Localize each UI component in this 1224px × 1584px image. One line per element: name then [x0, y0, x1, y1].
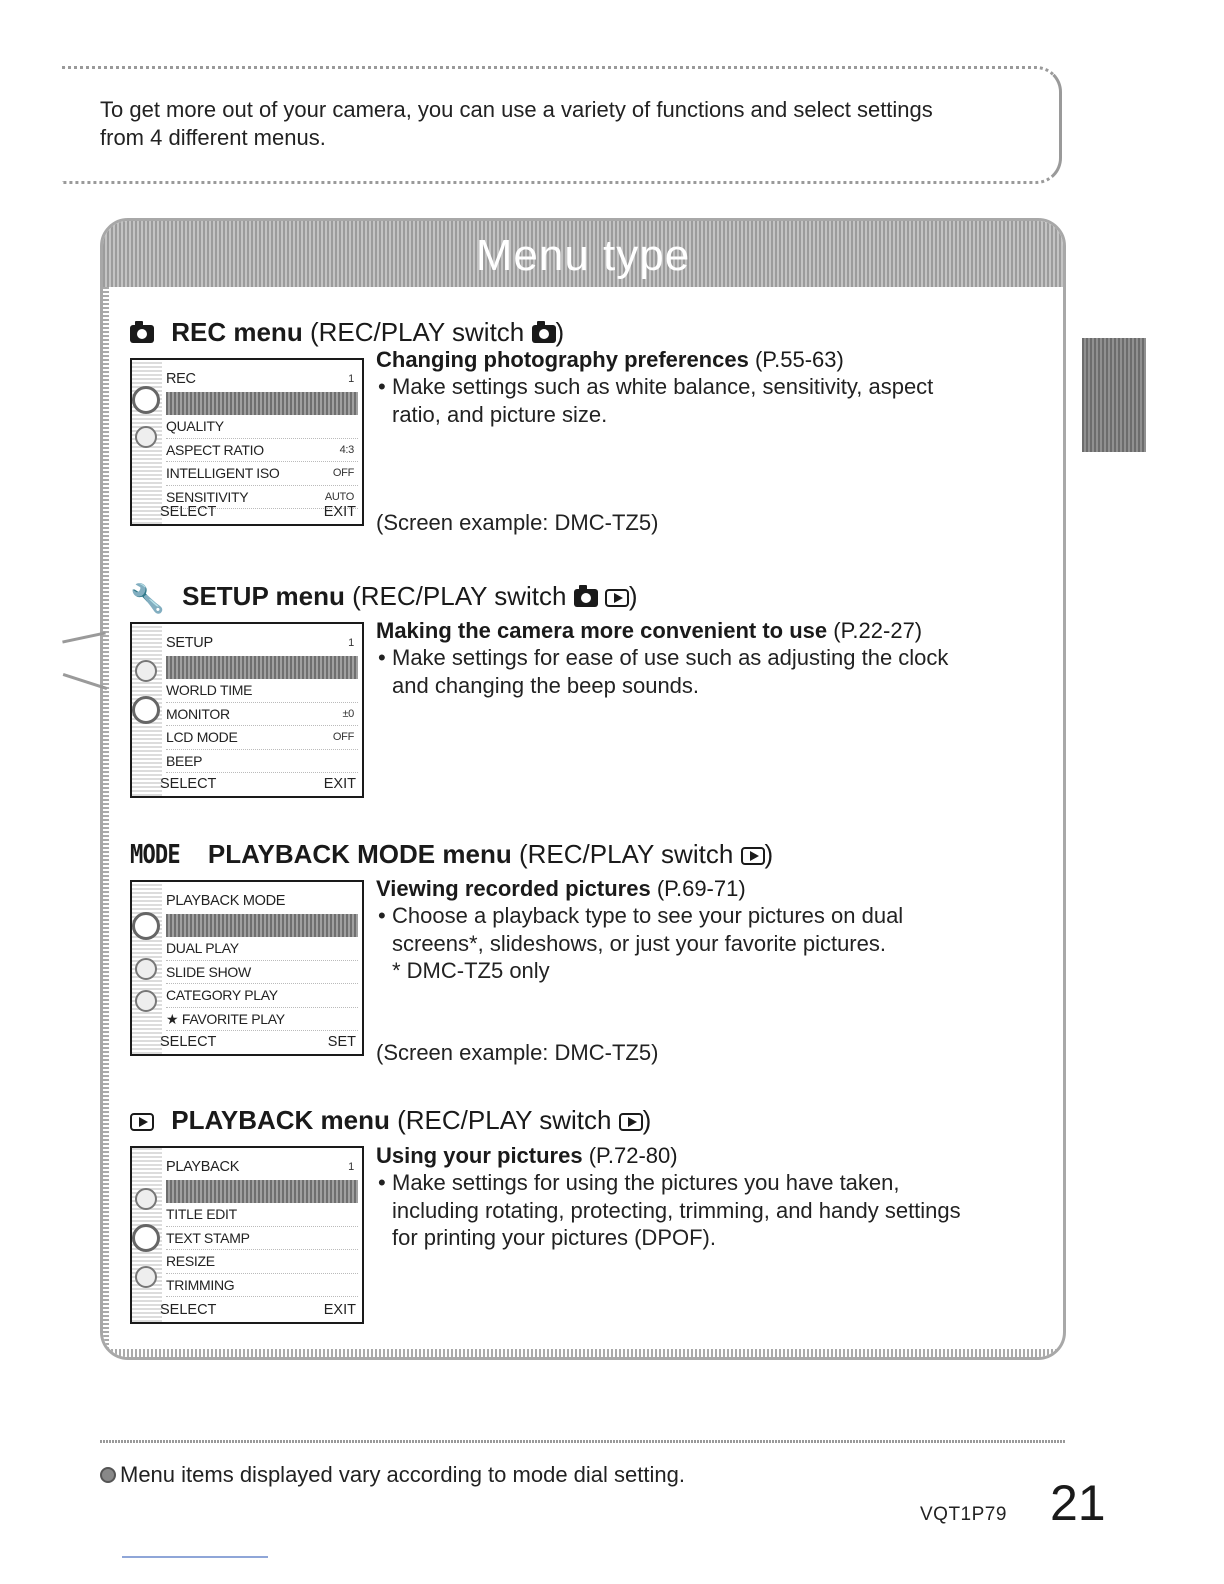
rec-desc-line-2: ratio, and picture size.	[392, 401, 608, 427]
screen-page: 1	[348, 1161, 354, 1173]
screen-row-value	[354, 937, 358, 960]
setup-desc-line-1: • Make settings for ease of use such as adjusting the clock	[376, 644, 1036, 672]
screen-row	[166, 750, 358, 774]
screen-footer	[160, 776, 356, 792]
rec-screen-example: (Screen example: DMC-TZ5)	[376, 510, 659, 535]
screen-row-value	[354, 392, 358, 416]
screen-row-value: 4:3	[339, 443, 354, 456]
screen-row-value	[354, 1274, 358, 1297]
screen-row-selected	[166, 914, 358, 938]
screen-title: REC	[166, 371, 196, 387]
page-number: 21	[1050, 1475, 1106, 1531]
screen-foot-right: EXIT	[323, 504, 356, 520]
screen-row-value	[354, 1227, 358, 1250]
rec-desc-ref: (P.55-63)	[754, 347, 844, 372]
screen-foot-left: SELECT	[160, 1302, 217, 1318]
screen-row-value	[354, 679, 358, 702]
screen-foot-left: SELECT	[160, 1034, 217, 1050]
panel-title: Menu type	[475, 231, 691, 280]
playback-mode-menu-heading	[130, 838, 773, 871]
setup-menu-heading	[130, 580, 638, 615]
playback-desc-ref: (P.72-80)	[588, 1143, 678, 1168]
mode-dial-icon	[132, 912, 160, 940]
screen-row-selected	[166, 1180, 358, 1204]
screen-page: 1	[348, 637, 354, 649]
screen-footer	[160, 1034, 356, 1050]
playback-desc-line-2: including rotating, protecting, trimming, and handy settings	[392, 1197, 961, 1223]
wrench-icon	[135, 1266, 157, 1288]
playback-mode-desc-body	[376, 902, 1036, 985]
screen-footer	[160, 504, 356, 520]
playback-menu-screen	[130, 1146, 364, 1324]
play-icon	[741, 847, 765, 865]
screen-row	[166, 1274, 358, 1298]
setup-menu-screen	[130, 622, 364, 798]
screen-row	[166, 1227, 358, 1251]
screen-row-value	[354, 1180, 358, 1204]
playback-desc-line-3: for printing your pictures (DPOF).	[392, 1225, 716, 1250]
screen-row-label: QUALITY	[166, 418, 224, 434]
mode-dial-icon	[135, 1188, 157, 1210]
screen-row	[166, 703, 358, 727]
screen-foot-right: EXIT	[323, 776, 356, 792]
screen-title: SETUP	[166, 635, 213, 651]
screen-row-label: TITLE EDIT	[166, 1206, 237, 1222]
playback-menu-heading	[130, 1104, 651, 1136]
screen-row-label	[166, 392, 259, 416]
playback-mode-screen-example: (Screen example: DMC-TZ5)	[376, 1040, 659, 1065]
screen-row-value	[354, 961, 358, 984]
screen-row-label: MONITOR	[166, 705, 230, 722]
screen-mode-dial	[132, 360, 162, 524]
screen-row-label	[166, 914, 261, 938]
setup-desc-title-text: Making the camera more convenient to use	[376, 618, 828, 643]
screen-row	[166, 961, 358, 985]
setup-menu-title: SETUP menu	[182, 581, 345, 611]
screen-row	[166, 984, 358, 1008]
setup-menu-close: )	[628, 581, 638, 611]
screen-row-value	[354, 984, 358, 1007]
playback-mode-menu-subtitle: (REC/PLAY switch	[518, 839, 734, 869]
screen-row-label	[166, 1180, 240, 1204]
intro-text	[100, 96, 1040, 152]
screen-row-value	[354, 1008, 358, 1031]
playback-menu-subtitle: (REC/PLAY switch	[397, 1105, 612, 1135]
screen-row-label: TEXT STAMP	[166, 1229, 250, 1246]
camera-icon	[574, 589, 598, 607]
screen-row-label: SLIDE SHOW	[166, 963, 251, 980]
screen-row-label: RESIZE	[166, 1253, 215, 1269]
screen-row-value	[354, 1250, 358, 1273]
panel-bottom-rule	[103, 1349, 1063, 1357]
screen-row	[166, 462, 358, 486]
footer-rule	[100, 1440, 1066, 1443]
playback-mode-desc-line-2: screens*, slideshows, or just your favorite pictures.	[392, 930, 886, 956]
footer-note	[100, 1462, 685, 1488]
screen-page: 1	[348, 373, 354, 385]
screen-row-label: INTELLIGENT ISO	[166, 465, 280, 481]
playback-mode-desc-note: * DMC-TZ5 only	[392, 958, 550, 983]
screen-row-value: OFF	[332, 731, 354, 743]
rec-desc-title	[376, 346, 844, 373]
screen-row-value	[354, 750, 358, 773]
play-icon	[619, 1113, 643, 1131]
screen-title-row	[166, 632, 358, 656]
panel-left-rule	[103, 287, 109, 1357]
screen-row-label: ★ FAVORITE PLAY	[166, 1010, 285, 1027]
rec-mode-icon	[135, 660, 157, 682]
screen-row-label	[166, 656, 243, 680]
screen-row	[166, 1203, 358, 1227]
screen-title: PLAYBACK MODE	[166, 893, 286, 909]
rec-desc-body	[376, 373, 1036, 428]
note-mark-icon	[100, 1467, 116, 1483]
setup-menu-subtitle: (REC/PLAY switch	[352, 581, 567, 611]
rec-menu-close: )	[555, 317, 565, 347]
screen-mode-dial	[132, 882, 162, 1054]
rec-menu-screen	[130, 358, 364, 526]
screen-foot-right: SET	[327, 1034, 356, 1050]
panel-header	[103, 221, 1063, 287]
screen-row	[166, 679, 358, 703]
screen-row-label: TRIMMING	[166, 1276, 235, 1293]
setup-desc-ref: (P.22-27)	[833, 618, 923, 643]
camera-icon	[130, 325, 154, 343]
playback-mode-screen-rows	[166, 890, 358, 1031]
screen-row	[166, 415, 358, 439]
screen-foot-right: EXIT	[323, 1302, 356, 1318]
screen-foot-left: SELECT	[160, 504, 217, 520]
screen-row-label: ASPECT RATIO	[166, 441, 264, 458]
screen-row	[166, 937, 358, 961]
screen-row	[166, 1250, 358, 1274]
screen-row-label: DUAL PLAY	[166, 940, 239, 956]
wrench-icon	[135, 990, 157, 1012]
screen-row-value	[354, 1203, 358, 1226]
playback-mode-desc-ref: (P.69-71)	[656, 876, 746, 901]
rec-desc-line-1: • Make settings such as white balance, sensitivity, aspect	[376, 373, 1036, 401]
playback-mode-desc-title	[376, 875, 746, 902]
screen-row-value: OFF	[332, 467, 354, 479]
screen-row-label: CATEGORY PLAY	[166, 987, 278, 1003]
camera-icon	[532, 325, 556, 343]
doc-code: VQT1P79	[920, 1504, 1007, 1525]
rec-menu-subtitle: (REC/PLAY switch	[309, 317, 525, 347]
screen-row-value: ±0	[342, 707, 354, 720]
setup-screen-rows	[166, 632, 358, 773]
screen-row-label: WORLD TIME	[166, 682, 253, 698]
screen-footer	[160, 1302, 356, 1318]
screen-mode-dial	[132, 1148, 162, 1322]
playback-desc-title-text: Using your pictures	[376, 1143, 583, 1168]
intro-line-2: from 4 different menus.	[100, 125, 326, 150]
playback-desc-title	[376, 1142, 678, 1169]
rec-mode-icon	[132, 386, 160, 414]
screen-row-value	[354, 656, 358, 680]
screen-title-row	[166, 1156, 358, 1180]
screen-row-value	[354, 415, 358, 438]
intro-line-1: To get more out of your camera, you can use a variety of functions and select settings	[100, 97, 933, 122]
footer-note-text: Menu items displayed vary according to mode dial setting.	[120, 1462, 685, 1487]
screen-mode-dial	[132, 624, 162, 796]
playback-desc-body	[376, 1169, 1036, 1252]
playback-menu-close: )	[642, 1105, 652, 1135]
screen-foot-left: SELECT	[160, 776, 217, 792]
screen-row	[166, 439, 358, 463]
screen-row-value	[354, 914, 358, 938]
setup-desc-body	[376, 644, 1036, 699]
screen-row-label: LCD MODE	[166, 729, 238, 745]
bottom-accent-line	[122, 1556, 268, 1558]
screen-title-row	[166, 368, 358, 392]
playback-mode-menu-close: )	[764, 839, 774, 869]
play-icon	[130, 1113, 154, 1131]
play-icon	[132, 1224, 160, 1252]
screen-title: PLAYBACK	[166, 1159, 240, 1175]
rec-menu-heading	[130, 316, 564, 348]
screen-row	[166, 726, 358, 750]
playback-menu-title: PLAYBACK menu	[171, 1105, 390, 1135]
playback-screen-rows	[166, 1156, 358, 1297]
wrench-icon: 🔧	[130, 583, 165, 614]
setup-desc-title	[376, 617, 922, 644]
playback-mode-desc-line-1: • Choose a playback type to see your pictures on dual	[376, 902, 1036, 930]
screen-row-selected	[166, 656, 358, 680]
rec-menu-title: REC menu	[171, 317, 303, 347]
screen-row-selected	[166, 392, 358, 416]
screen-row-label: BEEP	[166, 752, 203, 769]
side-chapter-tab	[1082, 338, 1146, 452]
play-icon	[135, 958, 157, 980]
rec-screen-rows	[166, 368, 358, 509]
wrench-icon	[135, 426, 157, 448]
playback-mode-desc-title-text: Viewing recorded pictures	[376, 876, 651, 901]
screen-row-label: SENSITIVITY	[166, 488, 249, 505]
play-icon	[605, 589, 629, 607]
playback-mode-menu-screen	[130, 880, 364, 1056]
playback-desc-line-1: • Make settings for using the pictures you have taken,	[376, 1169, 1036, 1197]
setup-desc-line-2: and changing the beep sounds.	[392, 672, 700, 698]
mode-label: MODE	[130, 840, 180, 870]
rec-desc-title-text: Changing photography preferences	[376, 347, 749, 372]
wrench-icon	[132, 696, 160, 724]
screen-title-row	[166, 890, 358, 914]
screen-row-value: AUTO	[324, 490, 354, 503]
playback-mode-menu-title: PLAYBACK MODE menu	[207, 839, 512, 869]
screen-row	[166, 1008, 358, 1032]
